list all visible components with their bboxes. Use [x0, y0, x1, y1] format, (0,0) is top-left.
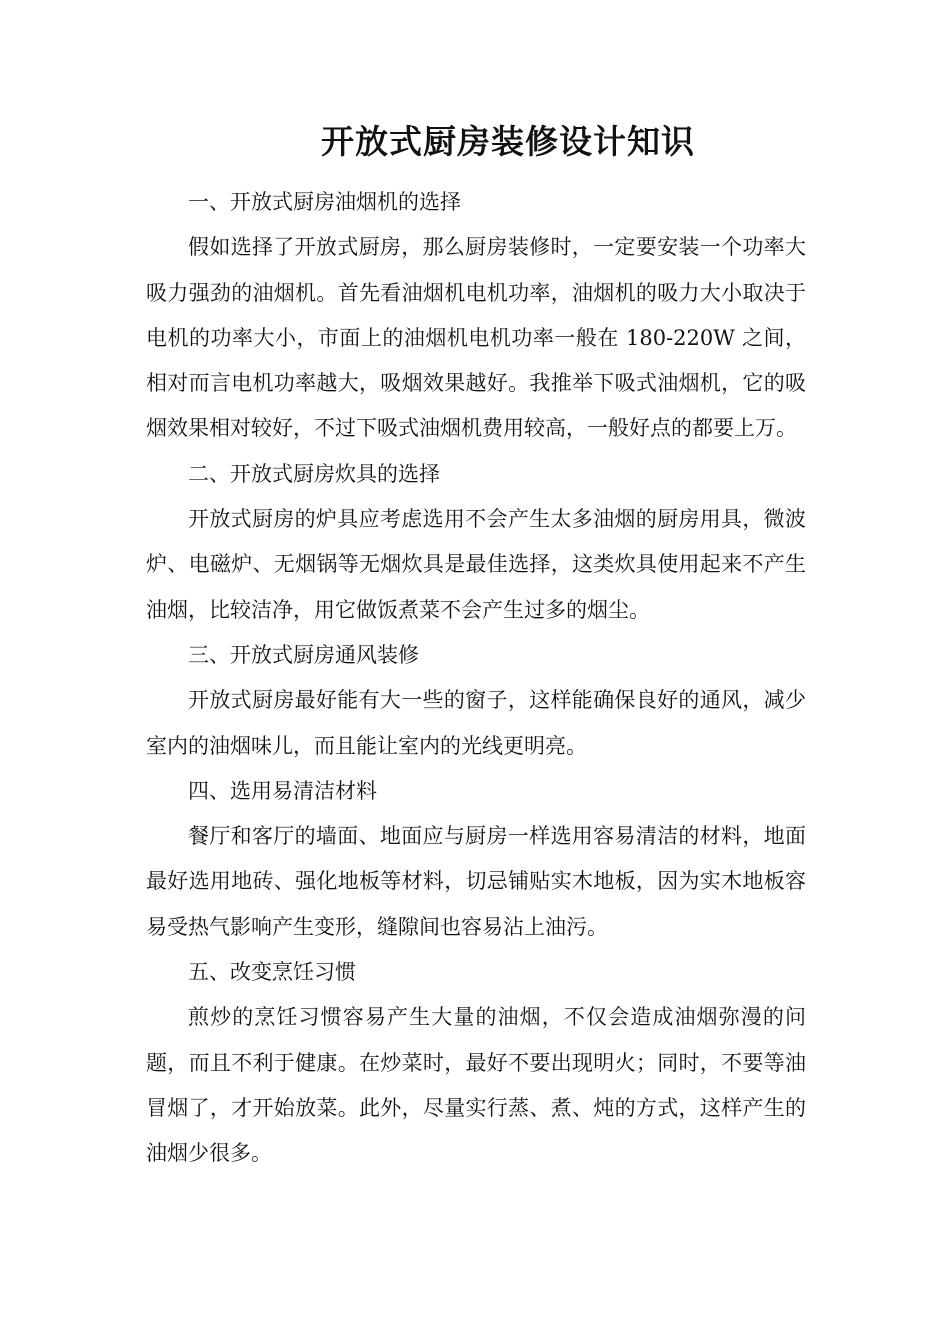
section-heading-5: 五、改变烹饪习惯 [188, 960, 356, 985]
paragraph-1: 假如选择了开放式厨房，那么厨房装修时，一定要安装一个功率大吸力强劲的油烟机。首先看油烟机电机功率，油烟机的吸力大小取决于电机的功率大小，市面上的油烟机电机功率一般在 180-220W 之间，相对而言电机功率越大，吸烟效果越好。我推举下吸式油烟机，它的吸烟效果相对较好，不过下吸式油烟机费用较高，一般好点的都要上万。 [146, 235, 806, 441]
paragraph-4: 餐厅和客厅的墙面、地面应与厨房一样选用容易清洁的材料，地面最好选用地砖、强化地板等材料，切忌铺贴实木地板，因为实木地板容易受热气影响产生变形，缝隙间也容易沾上油污。 [146, 824, 806, 939]
paragraph-5: 煎炒的烹饪习惯容易产生大量的油烟，不仅会造成油烟弥漫的问题，而且不利于健康。在炒菜时，最好不要出现明火；同时，不要等油冒烟了，才开始放菜。此外，尽量实行蒸、煮、炖的方式，这样产生的油烟少很多。 [146, 1005, 806, 1166]
paragraph-3: 开放式厨房最好能有大一些的窗子，这样能确保良好的通风，减少室内的油烟味儿，而且能让室内的光线更明亮。 [146, 688, 806, 758]
paragraph-2: 开放式厨房的炉具应考虑选用不会产生太多油烟的厨房用具，微波炉、电磁炉、无烟锅等无烟炊具是最佳选择，这类炊具使用起来不产生油烟，比较洁净，用它做饭煮菜不会产生过多的烟尘。 [146, 507, 806, 622]
page-title: 开放式厨房装修设计知识 [321, 122, 695, 161]
section-heading-4: 四、选用易清洁材料 [188, 778, 377, 803]
document-body [146, 180, 806, 1177]
section-heading-2: 二、开放式厨房炊具的选择 [188, 461, 440, 486]
section-heading-1: 一、开放式厨房油烟机的选择 [188, 190, 461, 214]
section-heading-3: 三、开放式厨房通风装修 [188, 642, 419, 667]
